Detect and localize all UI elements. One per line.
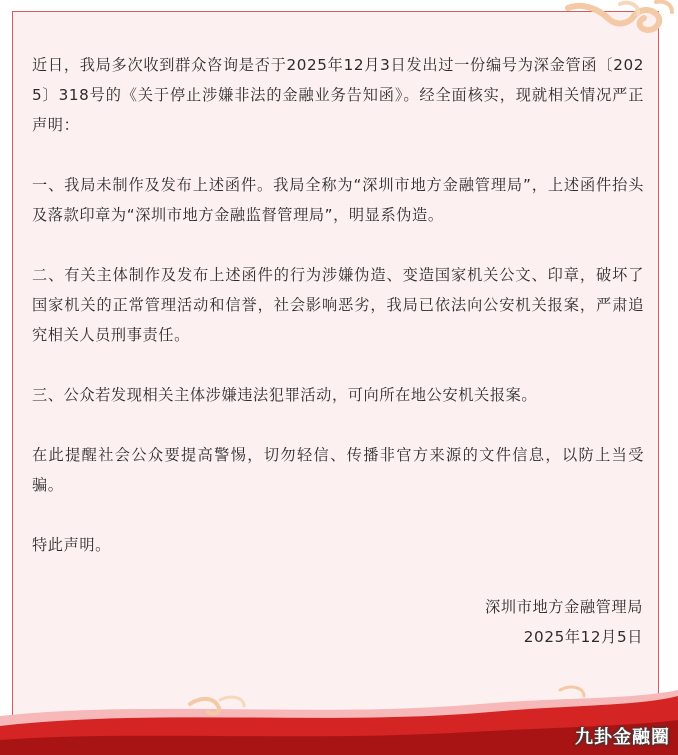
- notice-paragraph-point-1: 一、我局未制作及发布上述函件。我局全称为“深圳市地方金融管理局”，上述函件抬头及落款印章为“深圳市地方金融监督管理局”，明显系伪造。: [32, 176, 644, 224]
- signature-date: 2025年12月5日: [523, 628, 643, 646]
- signature-organization: 深圳市地方金融管理局: [485, 598, 643, 616]
- notice-paragraph-point-2: 二、有关主体制作及发布上述函件的行为涉嫌伪造、变造国家机关公文、印章，破坏了国家机关的正常管理活动和信誉，社会影响恶劣，我局已依法向公安机关报案，严肃追究相关人员刑事责任。: [32, 266, 644, 344]
- notice-paragraph-reminder: 在此提醒社会公众要提高警惕，切勿轻信、传播非官方来源的文件信息，以防上当受骗。: [32, 446, 644, 494]
- auspicious-cloud-decoration: [560, 0, 678, 36]
- watermark-text: 九卦金融圈: [575, 727, 670, 748]
- notice-paragraph-intro: 近日，我局多次收到群众咨询是否于2025年12月3日发出过一份编号为深金管函〔2025〕318号的《关于停止涉嫌非法的金融业务告知函》。经全面核实，现就相关情况严正声明：: [32, 56, 644, 134]
- notice-paragraph-point-3: 三、公众若发现相关主体涉嫌违法犯罪活动，可向所在地公安机关报案。: [32, 386, 538, 404]
- notice-paragraph-closing: 特此声明。: [32, 536, 111, 554]
